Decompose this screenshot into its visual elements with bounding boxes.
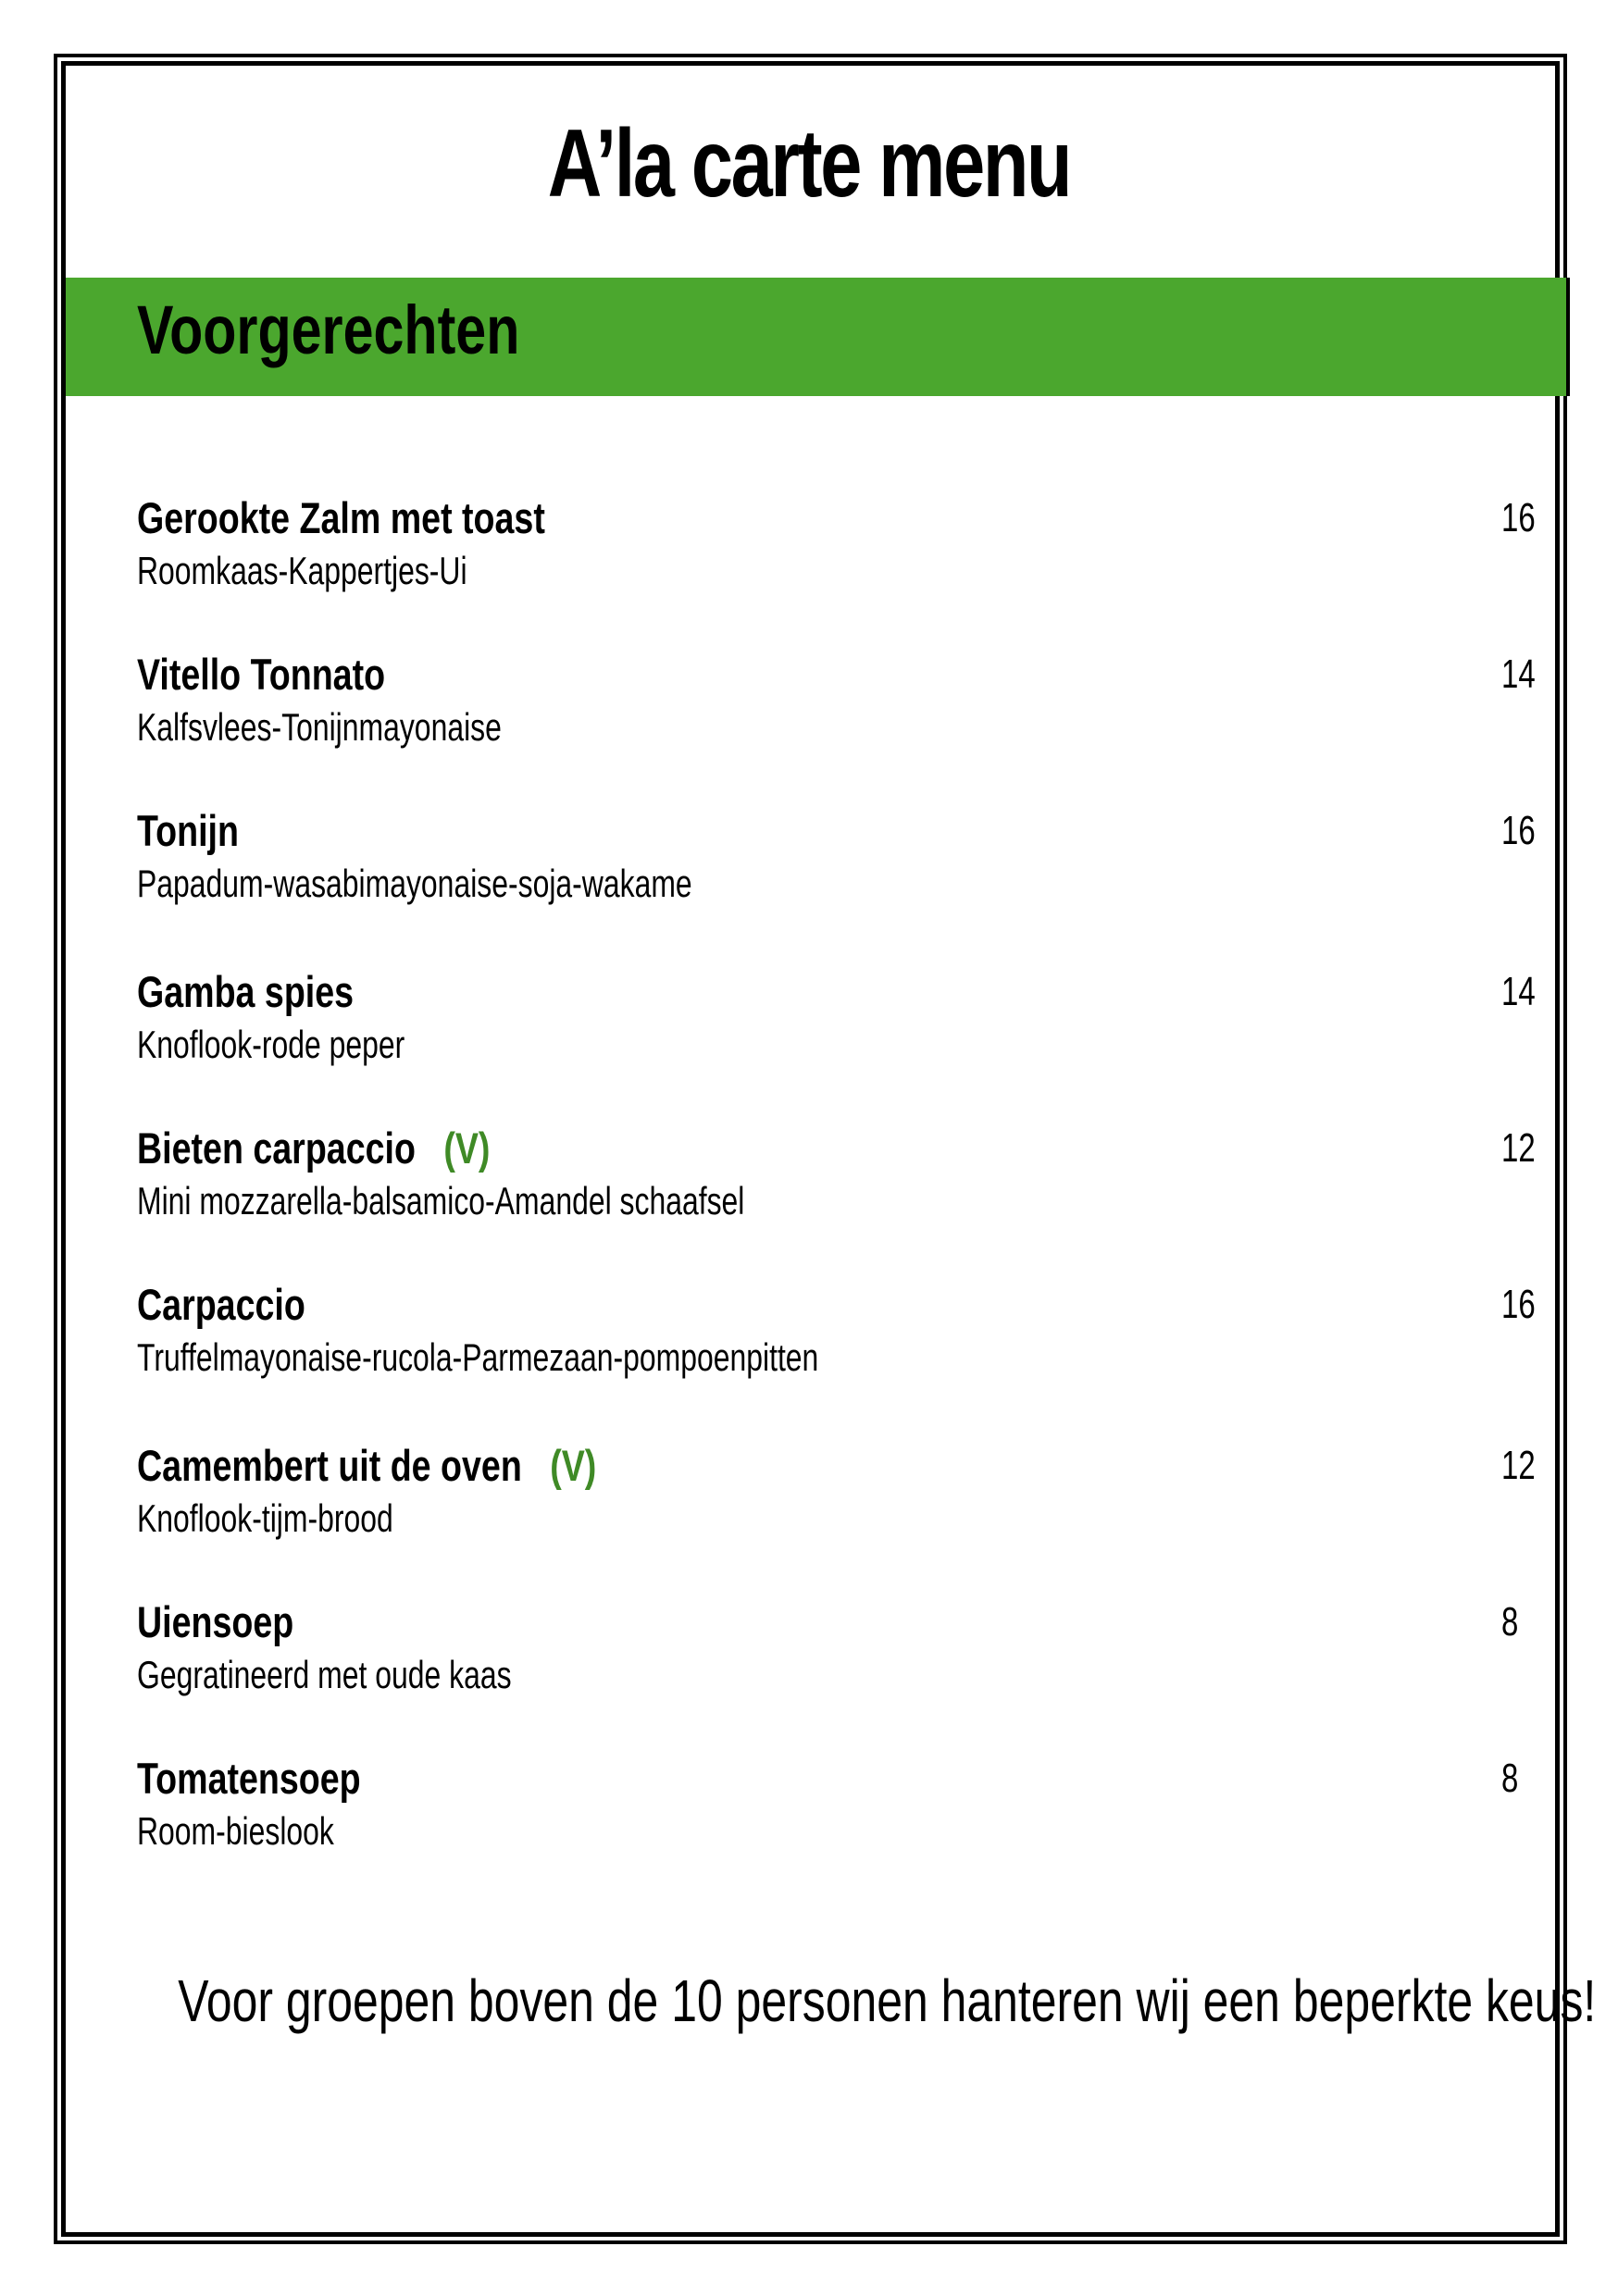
item-name: Carpaccio [137,1280,305,1329]
vegetarian-badge: (V) [550,1441,597,1490]
item-price: 16 [1501,1282,1536,1327]
item-price: 16 [1501,495,1536,540]
item-price: 14 [1501,969,1536,1014]
item-price: 12 [1501,1125,1536,1171]
item-description: Truffelmayonaise-rucola-Parmezaan-pompoenpitten [137,1335,819,1380]
item-price: 16 [1501,808,1536,853]
item-price: 8 [1501,1599,1519,1644]
item-description: Roomkaas-Kappertjes-Ui [137,549,467,593]
item-name: Gamba spies [137,967,355,1016]
item-price: 12 [1501,1443,1536,1488]
item-price: 8 [1501,1756,1519,1801]
item-description: Kalfsvlees-Tonijnmayonaise [137,705,502,750]
menu-item [137,1279,1536,1382]
menu-item [137,966,1536,1069]
item-name: Tonijn [137,806,239,855]
menu-item [137,1596,1519,1699]
group-notice: Voor groepen boven de 10 personen hanteren wij een beperkte keus! [178,1967,1597,2034]
item-description: Gegratineerd met oude kaas [137,1653,512,1697]
item-name: Vitello Tonnato [137,650,386,699]
menu-title: A’la carte menu [547,110,1071,217]
item-name: Uiensoep [137,1597,294,1646]
item-description: Papadum-wasabimayonaise-soja-wakame [137,862,692,906]
menu-item [137,1123,1536,1225]
item-price: 14 [1501,652,1536,697]
item-name: Gerookte Zalm met toast [137,493,545,542]
item-description: Room-bieslook [137,1809,334,1854]
item-description: Knoflook-tijm-brood [137,1496,393,1541]
menu-item [137,1753,1519,1855]
menu-item [137,1440,1536,1543]
menu-item [137,649,1536,751]
section-title: Voorgerechten [137,292,520,368]
item-name: Camembert uit de oven (V) [137,1441,597,1490]
item-description: Mini mozzarella-balsamico-Amandel schaafsel [137,1179,745,1223]
item-description: Knoflook-rode peper [137,1023,405,1067]
item-name: Tomatensoep [137,1754,361,1803]
vegetarian-badge: (V) [443,1123,491,1173]
item-name: Bieten carpaccio (V) [137,1123,491,1173]
menu-item [137,492,1536,595]
menu-item [137,805,1536,908]
